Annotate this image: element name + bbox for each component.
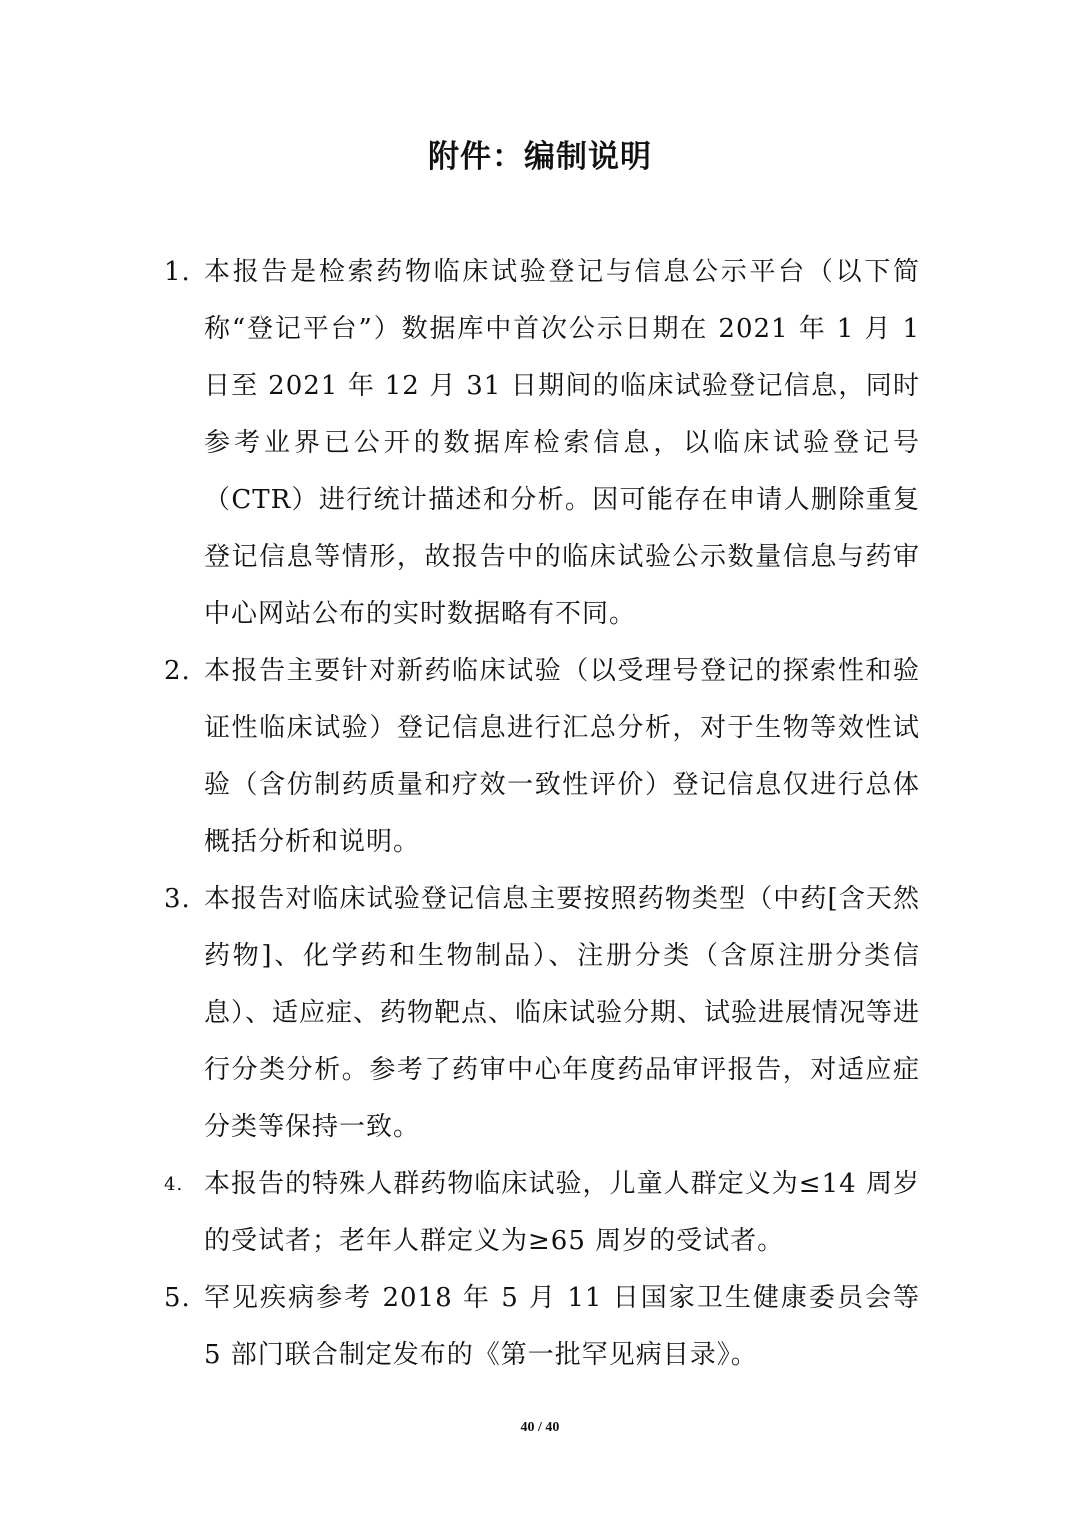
list-item-text: 本报告对临床试验登记信息主要按照药物类型（中药[含天然药物]、化学药和生物制品）、注册分类（含原注册分类信息）、适应症、药物靶点、临床试验分期、试验进展情况等进行分类分析。参考了药审中心年度药品审评报告，对适应症分类等保持一致。	[204, 884, 921, 1142]
page-title: 附件：编制说明	[428, 139, 652, 175]
list-item-text: 本报告主要针对新药临床试验（以受理号登记的探索性和验证性临床试验）登记信息进行汇总分析，对于生物等效性试验（含仿制药质量和疗效一致性评价）登记信息仅进行总体概括分析和说明。	[204, 656, 920, 857]
list-item-text: 本报告的特殊人群药物临床试验，儿童人群定义为≤14 周岁的受试者；老年人群定义为≥65 周岁的受试者。	[204, 1169, 920, 1256]
explanation-list	[160, 244, 920, 1384]
list-item-number: 3.	[164, 884, 191, 914]
list-item	[160, 1270, 920, 1384]
list-item	[160, 871, 920, 1156]
list-item	[160, 643, 920, 871]
list-item-number: 4.	[164, 1174, 184, 1195]
list-item-number: 2.	[164, 656, 191, 686]
list-item-number: 1.	[164, 257, 191, 287]
list-item	[160, 244, 920, 643]
page-number: 40 / 40	[520, 1420, 560, 1435]
list-item-text: 罕见疾病参考 2018 年 5 月 11 日国家卫生健康委员会等 5 部门联合制定发布的《第一批罕见病目录》。	[204, 1283, 920, 1370]
list-item	[160, 1156, 920, 1270]
list-item-number: 5.	[164, 1283, 191, 1313]
list-item-text: 本报告是检索药物临床试验登记与信息公示平台（以下简称“登记平台”）数据库中首次公示日期在 2021 年 1 月 1 日至 2021 年 12 月 31 日期间的临床试验登记信息，同时参考业界已公开的数据库检索信息，以临床试验登记号（CTR）进行统计描述和分析。因可能存在申请人删除重复登记信息等情形，故报告中的临床试验公示数量信息与药审中心网站公布的实时数据略有不同。	[204, 257, 920, 629]
